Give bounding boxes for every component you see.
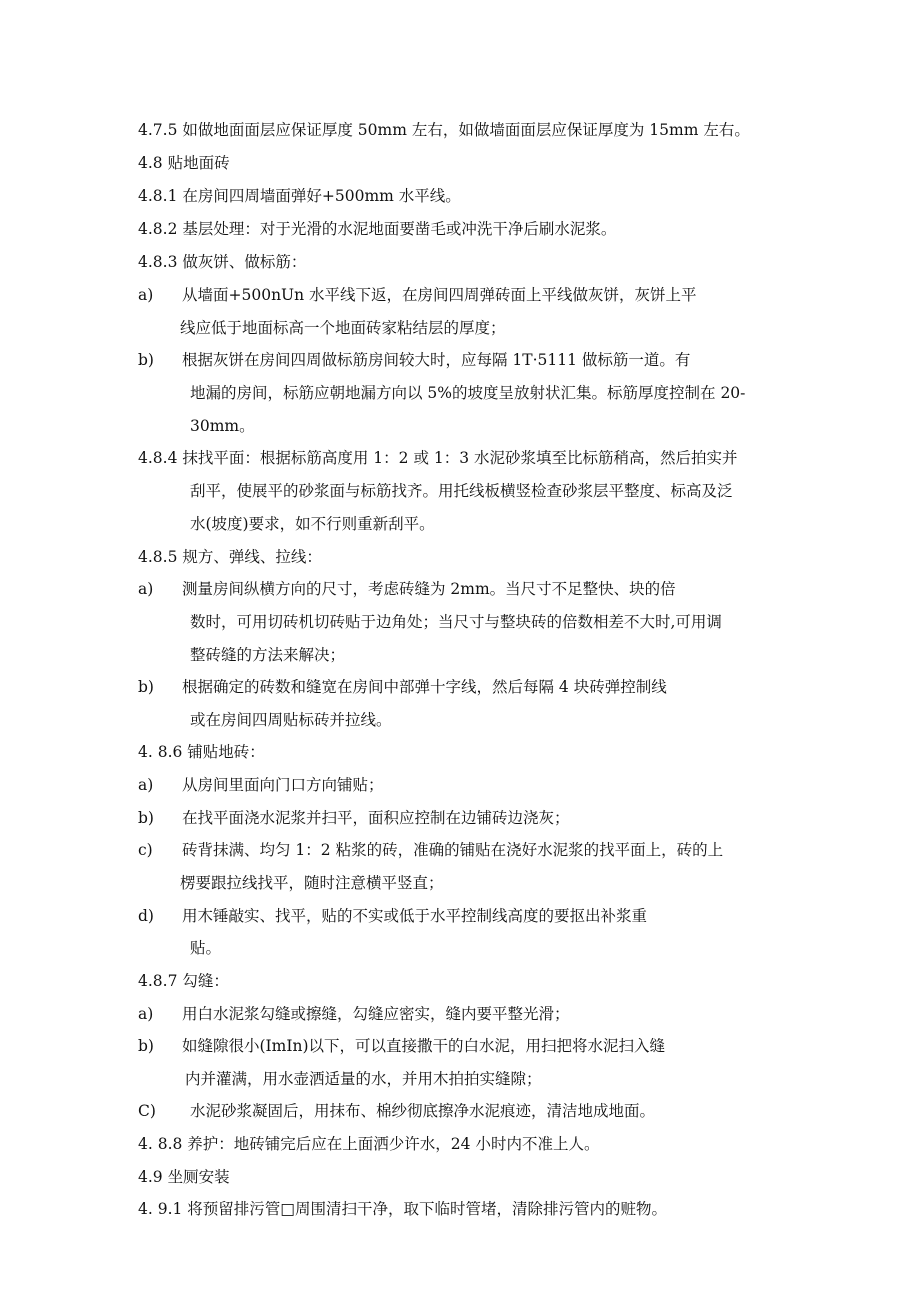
list-marker: a) — [138, 776, 154, 794]
line-text: 在找平面浇水泥浆并扫平，面积应控制在边铺砖边浇灰； — [182, 809, 570, 827]
line-text: 数时，可用切砖机切砖贴于边角处；当尺寸与整块砖的倍数相差不大时,可用调 — [190, 613, 722, 631]
list-marker: d) — [138, 907, 154, 925]
line-text: 从墙面+500nUn 水平线下返，在房间四周弹砖面上平线做灰饼，灰饼上平 — [182, 286, 697, 304]
line-text: 内并灌满，用水壶洒适量的水，并用木拍拍实缝隙； — [185, 1070, 542, 1088]
line-text: 水泥砂浆凝固后，用抹布、棉纱彻底擦净水泥痕迹，清洁地成地面。 — [190, 1102, 656, 1120]
line-text: 根据灰饼在房间四周做标筋房间较大时，应每隔 1T·5111 做标筋一道。有 — [182, 351, 691, 369]
list-marker: b) — [138, 809, 154, 827]
list-marker: a) — [138, 1005, 154, 1023]
line-text: 水(坡度)要求，如不行则重新刮平。 — [190, 515, 435, 533]
line-text: 4.7.5 如做地面面层应保证厚度 50mm 左右，如做墙面面层应保证厚度为 15mm 左右。 — [138, 121, 750, 139]
line-text: 砖背抹满、均匀 1：2 粘浆的砖，准确的铺贴在浇好水泥浆的找平面上，砖的上 — [182, 841, 724, 859]
line-text: 如缝隙很小(ImIn)以下，可以直接撒干的白水泥，用扫把将水泥扫入缝 — [182, 1037, 666, 1055]
line-text: 4.9 坐厕安装 — [138, 1168, 230, 1186]
list-marker: c) — [138, 841, 153, 859]
line-text: 4.8.4 抹找平面：根据标筋高度用 1：2 或 1：3 水泥砂浆填至比标筋稍高，然后拍实并 — [138, 449, 738, 467]
line-text: 4. 8.6 铺贴地砖： — [138, 743, 265, 761]
line-text: 或在房间四周贴标砖并拉线。 — [190, 711, 392, 729]
line-text: 根据确定的砖数和缝宽在房间中部弹十字线，然后每隔 4 块砖弹控制线 — [182, 678, 667, 696]
line-text: 线应低于地面标高一个地面砖家粘结层的厚度； — [180, 319, 506, 337]
line-text: 30mm。 — [190, 417, 255, 435]
line-text: 4. 8.8 养护：地砖铺完后应在上面洒少许水，24 小时内不准上人。 — [138, 1135, 600, 1153]
line-text: 地漏的房间，标筋应朝地漏方向以 5%的坡度呈放射状汇集。标筋厚度控制在 20- — [190, 384, 746, 402]
line-text: 从房间里面向门口方向铺贴； — [182, 776, 384, 794]
list-marker: b) — [138, 351, 154, 369]
list-marker: b) — [138, 1037, 154, 1055]
line-text: 测量房间纵横方向的尺寸，考虑砖缝为 2mm。当尺寸不足整快、块的倍 — [182, 580, 676, 598]
line-text: 4.8.3 做灰饼、做标筋： — [138, 253, 307, 271]
line-text: 用白水泥浆勾缝或擦缝，勾缝应密实，缝内要平整光滑； — [182, 1005, 570, 1023]
list-marker: a) — [138, 286, 154, 304]
line-text: 4.8.2 基层处理：对于光滑的水泥地面要凿毛或冲洗干净后刷水泥浆。 — [138, 220, 617, 238]
line-text: 4.8.1 在房间四周墙面弹好+500mm 水平线。 — [138, 187, 461, 205]
line-text: 4.8.7 勾缝： — [138, 972, 229, 990]
line-text: 刮平，使展平的砂浆面与标筋找齐。用托线板横竖检查砂浆层平整度、标高及泛 — [190, 482, 733, 500]
list-marker: b) — [138, 678, 154, 696]
line-text: 4.8.5 规方、弹线、拉线： — [138, 548, 322, 566]
line-text: 4. 9.1 将预留排污管□周围清扫干净，取下临时管堵，清除排污管内的赃物。 — [138, 1200, 667, 1218]
list-marker: a) — [138, 580, 154, 598]
list-marker: C) — [138, 1102, 156, 1120]
line-text: 楞要跟拉线找平，随时注意横平竖直； — [180, 874, 444, 892]
line-text: 贴。 — [190, 939, 222, 957]
line-text: 用木锤敲实、找平，贴的不实或低于水平控制线高度的要抠出补浆重 — [182, 907, 648, 925]
line-text: 4.8 贴地面砖 — [138, 154, 230, 172]
line-text: 整砖缝的方法来解决； — [190, 646, 346, 664]
